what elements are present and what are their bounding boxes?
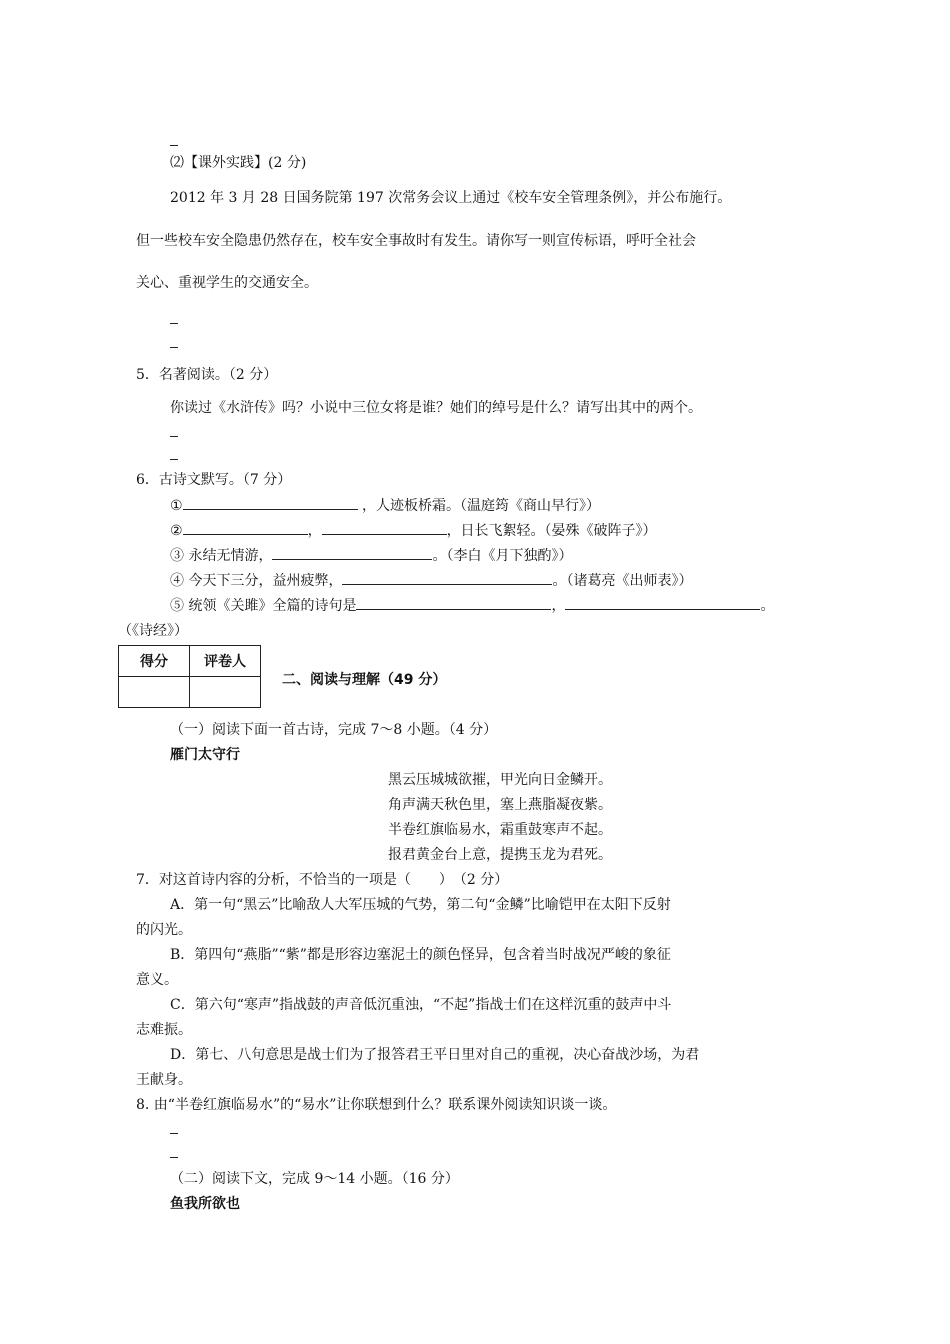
q7-option-a-cont: 的闪光。 [136,922,192,938]
answer-line [170,347,178,348]
score-cell[interactable] [119,677,190,708]
poem-line-2: 角声满天秋色里，塞上燕脂凝夜紫。 [388,797,612,813]
item-text: ，人迹板桥霜。（温庭筠《商山早行》） [362,498,601,514]
q7-option-a[interactable]: A．第一句“黑云”比喻敌人大军压城的气势，第二句“金鳞”比喻铠甲在太阳下反射 [170,897,671,913]
grader-header: 评卷人 [190,646,261,677]
item-text: ，日长飞絮轻。（晏殊《破阵子》） [446,523,657,539]
q7-option-c-cont: 志难振。 [136,1022,192,1038]
practice-line-3: 关心、重视学生的交通安全。 [136,275,318,291]
q6-item-3 [170,545,572,565]
answer-line [170,323,178,324]
q7-option-b-cont: 意义。 [136,972,178,988]
q5-heading: 5．名著阅读。（2 分） [136,367,278,383]
answer-line [170,1133,178,1134]
score-table [118,645,261,708]
q6-item-1 [170,495,600,515]
answer-line [170,436,178,437]
item-number: ① [170,498,183,514]
item-text: 。（诸葛亮《出师表》） [552,573,693,589]
part1-intro: （一）阅读下面一首古诗，完成 7～8 小题。（4 分） [170,722,498,738]
part2-title: 鱼我所欲也 [170,1196,240,1212]
item-text: 。（李白《月下独酌》） [432,548,573,564]
answer-line [170,459,178,460]
q7-stem: 7．对这首诗内容的分析，不恰当的一项是（ ） （2 分） [136,872,509,888]
q8-stem: 8. 由“半卷红旗临易水”的“易水”让你联想到什么？联系课外阅读知识谈一谈。 [136,1097,617,1113]
fill-blank[interactable] [183,520,308,535]
poem-line-1: 黑云压城城欲摧，甲光向日金鳞开。 [388,772,612,788]
item-separator: ， [307,523,322,539]
fill-blank[interactable] [272,545,432,560]
q5-text: 你读过《水浒传》吗？小说中三位女将是谁？她们的绰号是什么？请写出其中的两个。 [170,400,702,416]
poem-line-4: 报君黄金台上意，提携玉龙为君死。 [388,847,612,863]
q7-option-c[interactable]: C．第六句“寒声”指战鼓的声音低沉重浊，“不起”指战士们在这样沉重的鼓声中斗 [170,997,672,1013]
score-header: 得分 [119,646,190,677]
q6-item-5-source: （《诗经》） [118,623,188,639]
practice-heading: ⑵【课外实践】(2 分) [170,155,307,171]
answer-line [170,1157,178,1158]
practice-line-1: 2012 年 3 月 28 日国务院第 197 次常务会议上通过《校车安全管理条例》，并公布施行。 [170,190,732,206]
poem-line-3: 半卷红旗临易水，霜重鼓寒声不起。 [388,822,612,838]
q7-option-b[interactable]: B．第四句“燕脂”“紫”都是形容边塞泥土的颜色怪异，包含着当时战况严峻的象征 [170,947,671,963]
item-text: ④ 今天下三分，益州疲弊， [170,573,343,589]
poem-title: 雁门太守行 [170,747,240,763]
item-text: ⑤ 统领《关雎》全篇的诗句是 [170,598,357,614]
grader-cell[interactable] [190,677,261,708]
fill-blank[interactable] [183,495,358,510]
part2-intro: （二）阅读下文，完成 9～14 小题。（16 分） [170,1171,459,1187]
answer-line [170,145,178,146]
item-text: 。 [760,598,775,614]
item-number: ② [170,523,183,539]
item-text: ③ 永结无情游， [170,548,273,564]
section-2-title: 二、阅读与理解（49 分） [282,672,447,688]
q6-item-2 [170,520,657,540]
fill-blank[interactable] [565,595,760,610]
fill-blank[interactable] [322,520,447,535]
practice-line-2: 但一些校车安全隐患仍然存在，校车安全事故时有发生。请你写一则宣传标语，呼吁全社会 [136,233,696,249]
fill-blank[interactable] [356,595,551,610]
q7-option-d-cont: 王献身。 [136,1072,192,1088]
item-separator: ， [551,598,566,614]
fill-blank[interactable] [342,570,552,585]
q6-heading: 6．古诗文默写。（7 分） [136,472,292,488]
q7-option-d[interactable]: D．第七、八句意思是战士们为了报答君王平日里对自己的重视，决心奋战沙场，为君 [170,1047,700,1063]
q6-item-5 [170,595,774,615]
q6-item-4 [170,570,692,590]
